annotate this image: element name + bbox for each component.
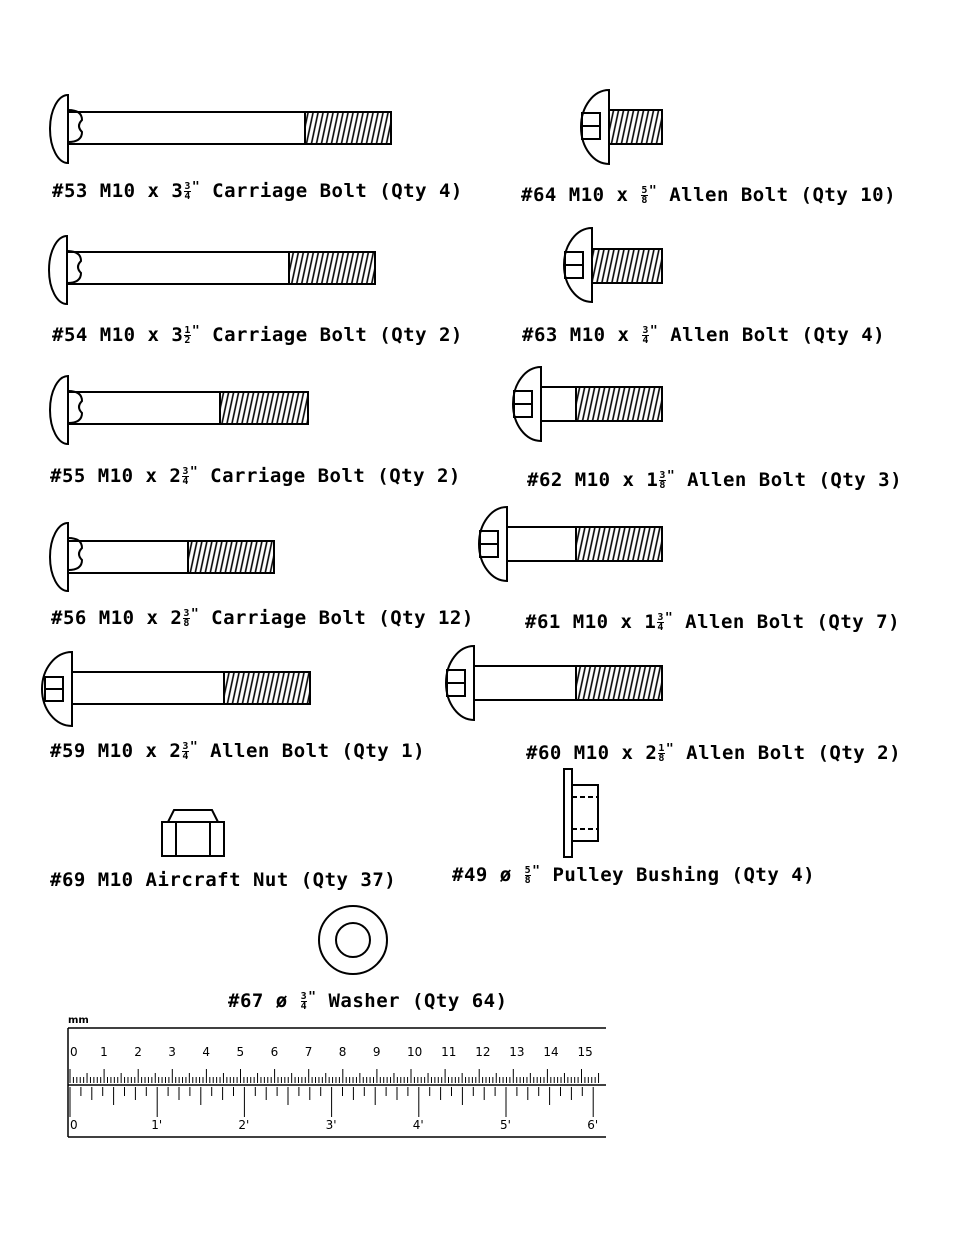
inch-label: 3' <box>325 1118 337 1132</box>
label-part-63: #63 M10 x $\frac{3}{4}$ " Allen Bolt (Qty 4) <box>522 324 886 346</box>
cm-label: 9 <box>372 1045 381 1059</box>
label-part-62: #62 M10 x 1 $\frac{3}{8}$ " Allen Bolt (Qty 3) <box>527 469 903 491</box>
label-part-54: #54 M10 x 3 $\frac{1}{2}$ " Carriage Bolt (Qty 2) <box>52 324 463 346</box>
cm-label: 2 <box>134 1045 142 1059</box>
aircraft-nut-drawing <box>162 810 224 856</box>
fraction: $\frac{5}{8}$ <box>641 185 648 206</box>
inch-label: 5' <box>500 1118 511 1132</box>
fraction: $\frac{3}{4}$ <box>300 991 308 1012</box>
fraction: $\frac{1}{8}$ <box>658 743 665 764</box>
inch-label: 2' <box>238 1118 250 1132</box>
label-part-55: #55 M10 x 2 $\frac{3}{4}$ " Carriage Bolt (Qty 2) <box>50 465 461 487</box>
label-part-61: #61 M10 x 1 $\frac{3}{4}$ " Allen Bolt (Qty 7) <box>525 611 901 633</box>
cm-label: 5 <box>236 1045 245 1059</box>
cm-label: 1 <box>100 1045 108 1059</box>
allen-bolt-60-drawing <box>446 646 662 720</box>
fraction: $\frac{5}{8}$ <box>524 865 532 886</box>
cm-label: 12 <box>475 1045 491 1059</box>
allen-bolt-59-drawing <box>42 652 310 726</box>
carriage-bolt-54-drawing <box>49 236 375 304</box>
carriage-bolt-56-drawing <box>50 523 274 591</box>
label-part-67: #67 ø $\frac{3}{4}$ " Washer (Qty 64) <box>228 990 508 1012</box>
inch-label: 4' <box>412 1118 424 1132</box>
label-part-49: #49 ø $\frac{5}{8}$ " Pulley Bushing (Qty 4) <box>452 864 816 886</box>
cm-label: 13 <box>509 1045 525 1059</box>
allen-bolt-64-drawing <box>581 90 662 164</box>
fraction: $\frac{3}{4}$ <box>642 325 649 346</box>
cm-label: 15 <box>577 1045 593 1059</box>
fraction: $\frac{3}{8}$ <box>659 470 666 491</box>
ruler <box>68 1028 606 1137</box>
label-part-60: #60 M10 x 2 $\frac{1}{8}$ " Allen Bolt (Qty 2) <box>526 742 902 764</box>
inch-label: 6' <box>587 1118 599 1132</box>
carriage-bolt-53-drawing <box>50 95 391 163</box>
fraction: $\frac{3}{4}$ <box>184 181 191 202</box>
allen-bolt-63-drawing <box>564 228 662 302</box>
cm-label: 8 <box>338 1045 347 1059</box>
cm-label: 0 <box>70 1045 78 1059</box>
cm-label: 4 <box>202 1045 211 1059</box>
allen-bolt-62-drawing <box>513 367 662 441</box>
label-part-69: #69 M10 Aircraft Nut (Qty 37) <box>50 869 397 891</box>
inch-label: 0 <box>70 1118 78 1132</box>
allen-bolt-61-drawing <box>479 507 662 581</box>
cm-label: 3 <box>168 1045 176 1059</box>
washer-drawing <box>319 906 387 974</box>
cm-label: 14 <box>543 1045 559 1059</box>
cm-label: 11 <box>441 1045 457 1059</box>
cm-label: 7 <box>304 1045 313 1059</box>
fraction: $\frac{3}{8}$ <box>183 608 190 629</box>
label-part-59: #59 M10 x 2 $\frac{3}{4}$ " Allen Bolt (Qty 1) <box>50 740 426 762</box>
cm-label: 10 <box>407 1045 423 1059</box>
carriage-bolt-55-drawing <box>50 376 308 444</box>
label-part-64: #64 M10 x $\frac{5}{8}$ " Allen Bolt (Qty 10) <box>521 184 897 206</box>
label-part-53: #53 M10 x 3 $\frac{3}{4}$ " Carriage Bolt (Qty 4) <box>52 180 463 202</box>
fraction: $\frac{3}{4}$ <box>182 466 189 487</box>
cm-label: 6 <box>270 1045 279 1059</box>
fraction: $\frac{3}{4}$ <box>657 612 664 633</box>
fraction: $\frac{1}{2}$ <box>184 325 191 346</box>
pulley-bushing-drawing <box>564 769 598 857</box>
label-part-56: #56 M10 x 2 $\frac{3}{8}$ " Carriage Bolt (Qty 12) <box>51 607 474 629</box>
ruler-unit-label: mm <box>68 1015 89 1026</box>
fraction: $\frac{3}{4}$ <box>182 741 189 762</box>
inch-label: 1' <box>151 1118 163 1132</box>
